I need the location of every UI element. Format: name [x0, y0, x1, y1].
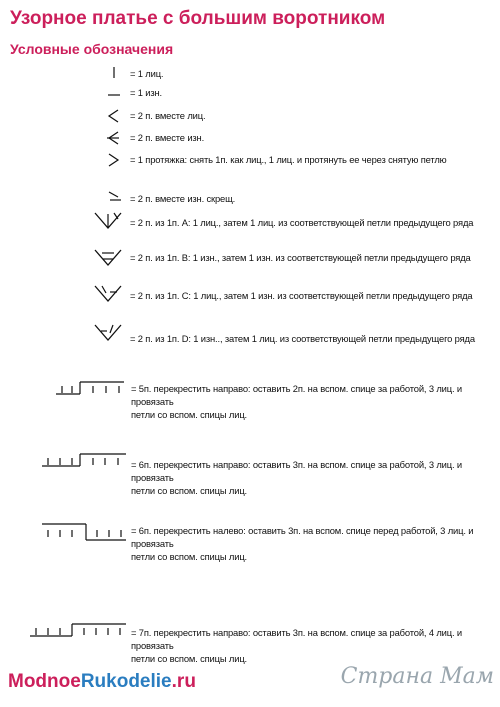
p2tog-tbl-symbol-icon: [106, 190, 124, 204]
legend-cable-6-right-text: [131, 458, 500, 497]
legend-cable-5-right-line2: петли со вспом. спицы лиц.: [131, 409, 247, 420]
legend-cable-5-right-text: [131, 382, 500, 421]
site-logo[interactable]: [8, 671, 196, 693]
knit-symbol-icon: [109, 67, 119, 79]
increase-b-symbol-icon: [93, 247, 125, 269]
cable-7-right-symbol-icon: [30, 622, 128, 638]
legend-p2tog-text: = 2 п. вместе изн.: [130, 132, 205, 143]
legend-skpo-text: = 1 протяжка: снять 1п. как лиц., 1 лиц. и протянуть ее через снятую петлю: [130, 154, 447, 165]
site-logo-part2: Rukodelie: [80, 671, 172, 692]
legend-increase-b-text: = 2 п. из 1п. В: 1 изн., затем 1 изн. из соответствующей петли предыдущего ряда: [130, 252, 471, 263]
legend-cable-7-right-text: [131, 626, 500, 665]
legend-cable-6-right-line2: петли со вспом. спицы лиц.: [131, 485, 247, 496]
purl-symbol-icon: [107, 90, 121, 100]
cable-6-right-symbol-icon: [42, 452, 128, 468]
legend-knit-text: = 1 лиц.: [130, 68, 164, 79]
p2tog-symbol-icon: [106, 131, 122, 145]
legend-cable-6-left-line1: = 6п. перекрестить налево: оставить 3п. на вспом. спице перед работой, 3 лиц. и провязать: [131, 525, 474, 549]
legend-increase-c-text: = 2 п. из 1п. С: 1 лиц., затем 1 изн. из соответствующей петли предыдущего ряда: [130, 290, 473, 301]
k2tog-symbol-icon: [106, 109, 122, 123]
increase-a-symbol-icon: [93, 210, 125, 232]
watermark-logo: Страна Мам: [340, 664, 494, 689]
increase-d-symbol-icon: [93, 322, 125, 344]
site-logo-part1: Modnoe: [8, 671, 81, 692]
legend-increase-a-text: = 2 п. из 1п. А: 1 лиц., затем 1 лиц. из соответствующей петли предыдущего ряда: [130, 217, 474, 228]
legend-cable-6-left-line2: петли со вспом. спицы лиц.: [131, 551, 247, 562]
legend-cable-6-right-line1: = 6п. перекрестить направо: оставить 3п. на вспом. спице за работой, 3 лиц. и провязать: [131, 459, 462, 483]
site-logo-part3: .ru: [171, 671, 196, 692]
increase-c-symbol-icon: [93, 283, 125, 305]
legend-cable-5-right-line1: = 5п. перекрестить направо: оставить 2п. на вспом. спице за работой, 3 лиц. и провязать: [131, 383, 462, 407]
legend-k2tog-text: = 2 п. вместе лиц.: [130, 110, 206, 121]
legend-purl-text: = 1 изн.: [130, 87, 163, 98]
legend-heading: Условные обозначения: [10, 41, 174, 57]
legend-cable-6-left-text: [131, 524, 500, 563]
cable-6-left-symbol-icon: [42, 522, 128, 544]
skpo-symbol-icon: [106, 153, 122, 167]
cable-5-right-symbol-icon: [56, 380, 128, 396]
legend-increase-d-text: = 2 п. из 1п. D: 1 изн.., затем 1 лиц. из соответствующей петли предыдущего ряда: [130, 333, 475, 344]
legend-cable-7-right-line2: петли со вспом. спицы лиц.: [131, 653, 247, 664]
legend-p2tog-tbl-text: = 2 п. вместе изн. скрещ.: [130, 193, 236, 204]
legend-cable-7-right-line1: = 7п. перекрестить направо: оставить 3п. на вспом. спице за работой, 4 лиц. и провязать: [131, 627, 462, 651]
page-title: Узорное платье с большим воротником: [10, 8, 386, 29]
